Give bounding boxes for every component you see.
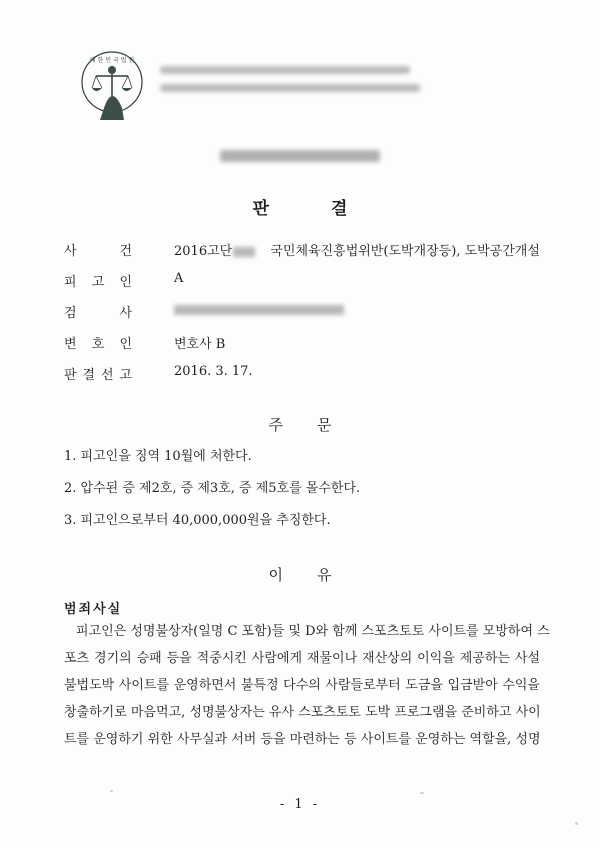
paragraph-line: 포츠 경기의 승패 등을 적중시킨 사람에게 재물이나 재산상의 이익을 제공하는 사설 — [64, 651, 540, 666]
masked-text — [233, 247, 255, 257]
meta-label-char: 사 — [119, 306, 132, 321]
meta-label-char: 검 — [64, 306, 77, 321]
case-charges: 국민체육진흥법위반(도박개장등), 도박공간개설 — [270, 244, 540, 259]
meta-label-char: 판 — [64, 368, 77, 383]
meta-label-char: 피 — [64, 275, 77, 290]
paragraph-line: 불법도박 사이트를 운영하면서 불특정 다수의 사람들로부터 도금을 입금받아 수익을 — [64, 678, 540, 693]
masked-text — [174, 305, 344, 315]
meta-label — [64, 271, 132, 290]
meta-label-char: 인 — [119, 275, 132, 290]
court-name-masked — [220, 150, 380, 162]
scan-artifact — [110, 790, 113, 792]
court-header-masked — [160, 66, 420, 102]
meta-label-char: 고 — [119, 368, 132, 383]
facts-paragraph — [64, 618, 550, 753]
order-item: 1. 피고인을 징역 10월에 처한다. — [64, 449, 252, 464]
meta-label-char: 호 — [91, 337, 105, 352]
order-item: 2. 압수된 증 제2호, 증 제3호, 증 제5호를 몰수한다. — [64, 481, 361, 496]
document-title: 판결 — [252, 199, 410, 219]
meta-value-verdict-date: 2016. 3. 17. — [174, 364, 253, 379]
meta-label-char: 고 — [91, 275, 105, 290]
meta-label-char: 선 — [100, 368, 114, 383]
scan-artifact — [420, 792, 424, 794]
page-number: - 1 - — [279, 797, 321, 812]
reason-section-title: 이유 — [268, 566, 366, 584]
meta-label-char: 인 — [119, 337, 132, 352]
paragraph-line: 피고인은 성명불상자(일명 C 포함)들 및 D와 함께 스포츠토토 사이트를 모방하여 스 — [76, 624, 550, 639]
scan-artifact — [575, 822, 578, 825]
meta-value-case — [174, 240, 540, 259]
svg-text:대 한 민 국 법 원: 대 한 민 국 법 원 — [89, 57, 135, 64]
paragraph-line: 창출하기로 마음먹고, 성명불상자는 유사 스포츠토토 도박 프로그램을 준비하고 사이 — [64, 705, 541, 720]
meta-value-prosecutor — [174, 302, 344, 317]
meta-label — [64, 240, 132, 259]
meta-label-char: 건 — [119, 244, 132, 259]
meta-label-char: 변 — [64, 337, 77, 352]
meta-value-defendant: A — [174, 271, 184, 286]
meta-value-counsel: 변호사 B — [174, 337, 226, 352]
order-item: 3. 피고인으로부터 40,000,000원을 추징한다. — [64, 513, 331, 528]
meta-label — [64, 302, 132, 321]
paragraph-line: 트를 운영하기 위한 사무실과 서버 등을 마련하는 등 사이트를 운영하는 역할을, 성명 — [64, 732, 541, 747]
case-number-prefix: 2016고단 — [174, 244, 233, 259]
court-seal-logo — [78, 48, 146, 124]
meta-label-char: 사 — [64, 244, 77, 259]
meta-label — [64, 364, 132, 383]
meta-label-char: 결 — [82, 368, 96, 383]
facts-heading: 범죄사실 — [64, 602, 123, 617]
meta-label — [64, 333, 132, 352]
order-section-title: 주문 — [268, 416, 366, 434]
